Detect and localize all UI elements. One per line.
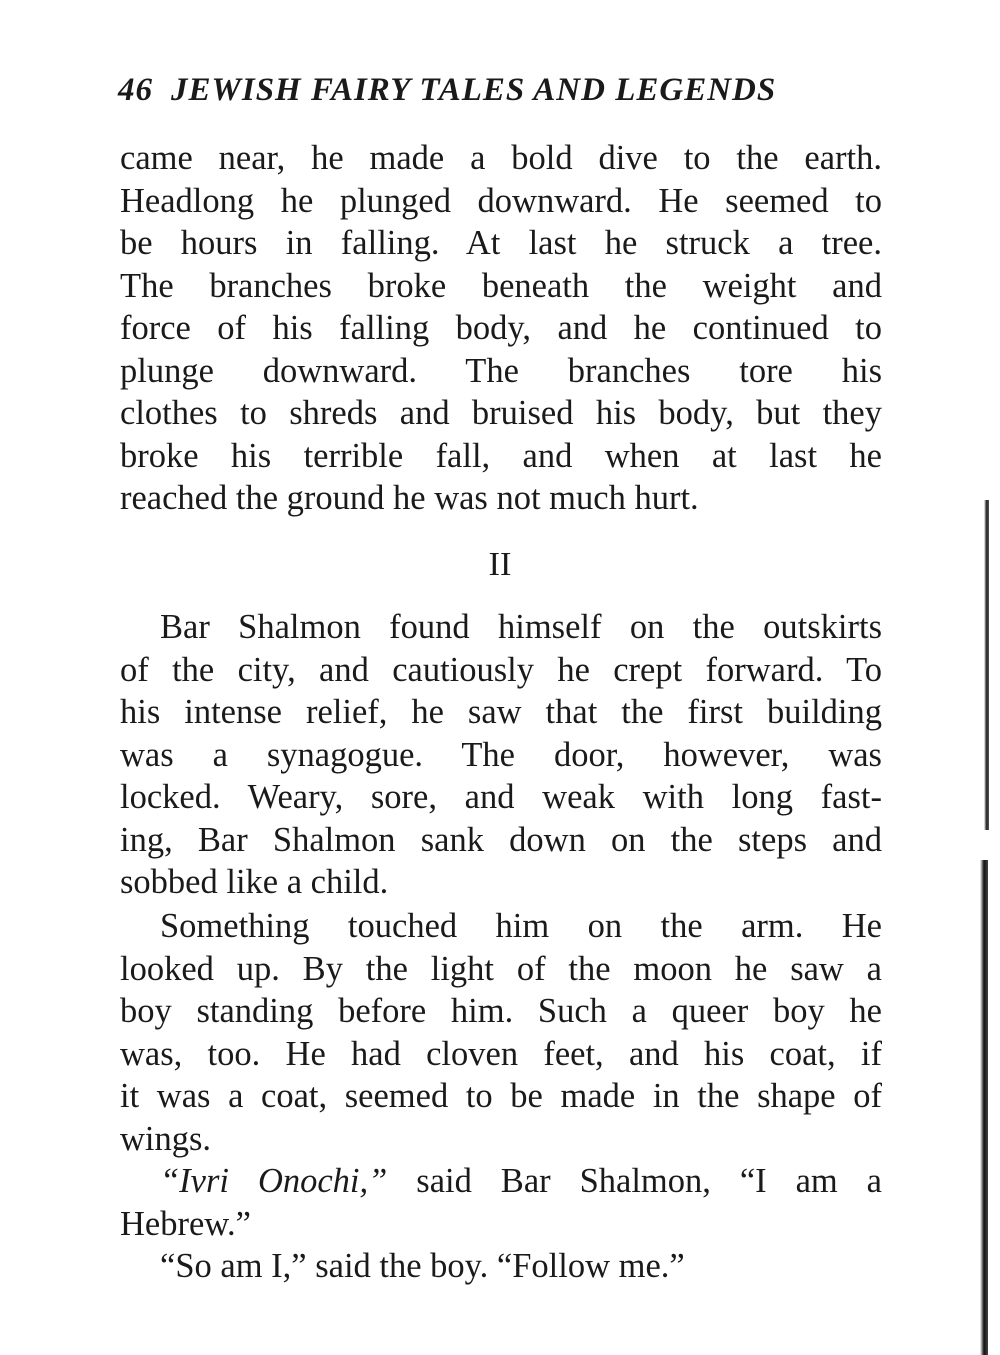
text-line: be hours in falling. At last he struck a tree. <box>120 224 882 262</box>
text-line: of the city, and cautiously he crept forward. To <box>120 650 882 689</box>
text-line: broke his terrible fall, and when at last he <box>120 436 882 475</box>
dialogue-text: said Bar Shalmon, “I am a <box>387 1162 882 1200</box>
page-edge-shadow <box>980 860 988 1355</box>
dialogue-line <box>120 1160 882 1203</box>
page-edge-shadow <box>984 500 989 830</box>
paragraph-fall <box>120 137 882 520</box>
text-line: it was a coat, seemed to be made in the shape of <box>120 1077 882 1115</box>
text-line: ing, Bar Shalmon sank down on the steps and <box>120 820 882 859</box>
text-line: The branches broke beneath the weight and <box>120 266 882 305</box>
page-number: 46 <box>118 72 153 108</box>
paragraph-synagogue <box>120 606 882 904</box>
text-line: Headlong he plunged downward. He seemed to <box>120 181 882 220</box>
text-line: was, too. He had cloven feet, and his coat, if <box>120 1034 882 1073</box>
text-line: was a synagogue. The door, however, was <box>120 735 882 774</box>
dialogue-line: “So am I,” said the boy. “Follow me.” <box>160 1247 685 1285</box>
text-line: sobbed like a child. <box>120 863 389 901</box>
text-line: plunge downward. The branches tore his <box>120 351 882 390</box>
text-line: locked. Weary, sore, and weak with long fast- <box>120 778 882 816</box>
text-line: looked up. By the light of the moon he saw a <box>120 949 882 988</box>
text-line: his intense relief, he saw that the first building <box>120 693 882 731</box>
hebrew-phrase: “Ivri Onochi,” <box>160 1162 388 1200</box>
text-line: Something touched him on the arm. He <box>160 907 882 945</box>
running-header <box>118 72 878 109</box>
text-line: reached the ground he was not much hurt. <box>120 479 699 517</box>
text-line: Bar Shalmon found himself on the outskirts <box>160 608 882 646</box>
text-line: clothes to shreds and bruised his body, but they <box>120 394 882 432</box>
paragraph-boy <box>120 905 882 1288</box>
book-title: JEWISH FAIRY TALES AND LEGENDS <box>171 72 777 108</box>
text-line: Hebrew.” <box>120 1204 251 1243</box>
text-line: came near, he made a bold dive to the earth. <box>120 139 882 177</box>
section-heading: II <box>488 546 512 583</box>
text-line: wings. <box>120 1119 212 1158</box>
text-line: boy standing before him. Such a queer boy he <box>120 992 882 1030</box>
text-line: force of his falling body, and he continued to <box>120 309 882 347</box>
